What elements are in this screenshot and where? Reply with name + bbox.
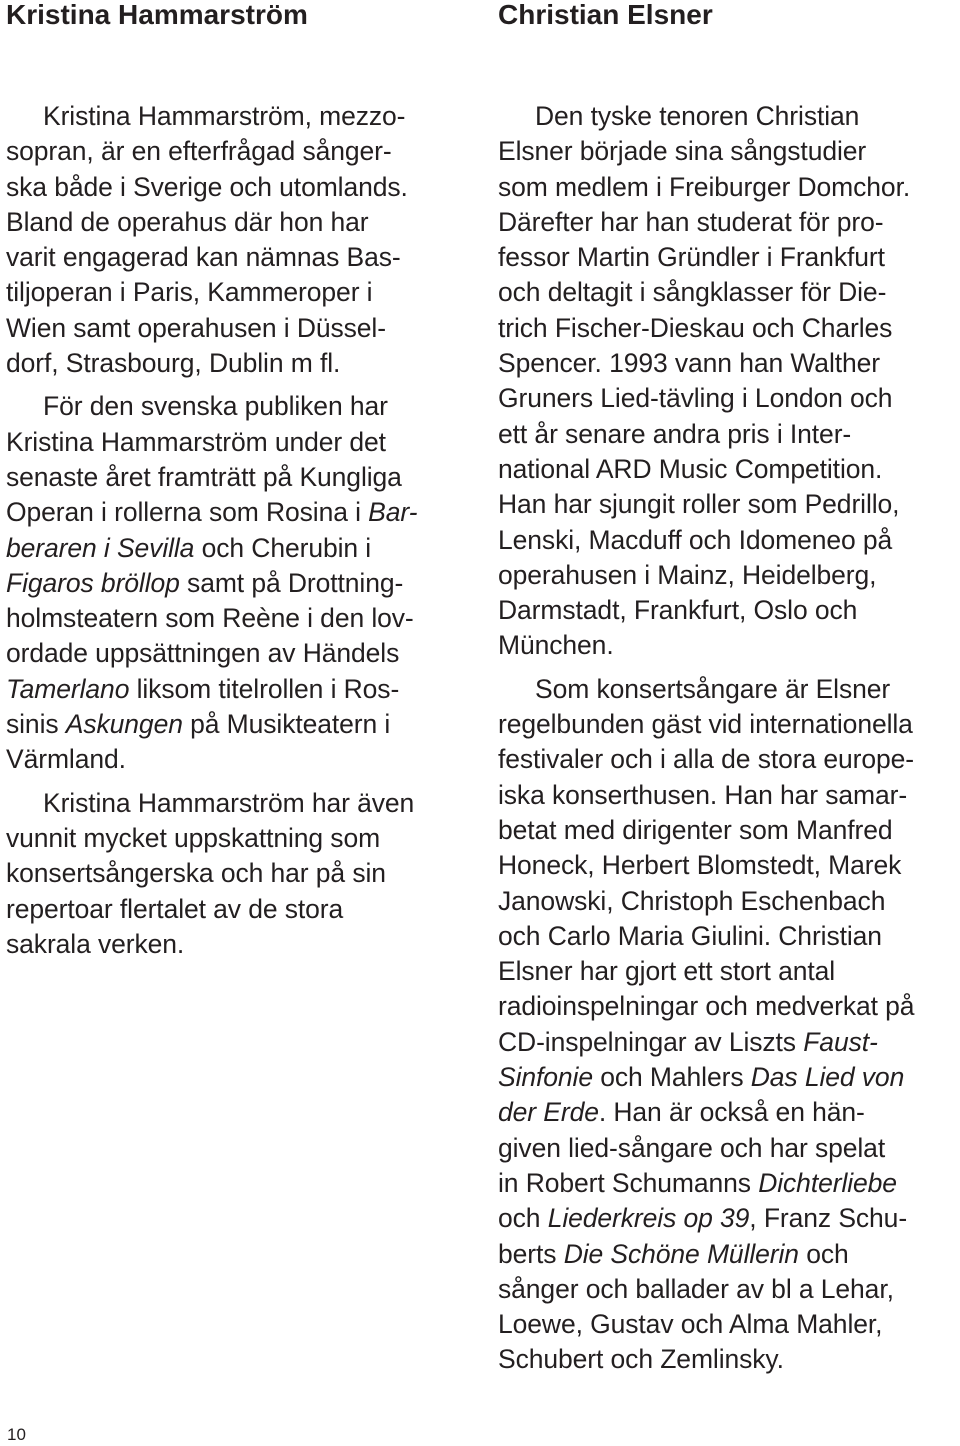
text-line: Kristina Hammarström har även: [43, 787, 415, 818]
text-run: , Franz Schu-: [749, 1203, 908, 1234]
text-line: Darmstadt, Frankfurt, Oslo och: [498, 595, 858, 626]
text-line: konsertsångerska och har på sin: [6, 858, 386, 889]
text-line: Kristina Hammarström, mezzo-: [43, 101, 406, 131]
text-line: Därefter har han studerat för pro-: [498, 206, 884, 237]
text-line: national ARD Music Competition.: [498, 453, 883, 484]
text-line: holmsteatern som Reène i den lov-: [6, 603, 414, 634]
work-title: Dichterliebe: [758, 1167, 897, 1198]
text-run: sinis: [6, 709, 66, 740]
work-title: Liederkreis op 39: [547, 1203, 750, 1234]
text-run: och Cherubin i: [194, 532, 372, 563]
right-column: [498, 0, 956, 30]
work-title: Das Lied von: [750, 1062, 905, 1093]
text-line: Loewe, Gustav och Alma Mahler,: [498, 1309, 883, 1340]
text-line: vunnit mycket uppskattning som: [6, 822, 381, 853]
text-line: [6, 672, 458, 707]
text-line: Den tyske tenoren Christian: [535, 101, 860, 131]
text-line: sopran, är en efterfrågad sånger-: [6, 136, 392, 167]
text-line: tiljoperan i Paris, Kammeroper i: [6, 277, 373, 308]
work-title: Sinfonie: [498, 1062, 593, 1093]
text-line: [498, 1201, 956, 1236]
text-line: Honeck, Herbert Blomstedt, Marek: [498, 850, 902, 881]
page-number: 10: [7, 1425, 26, 1444]
work-title: der Erde: [498, 1097, 599, 1128]
text-line: som medlem i Freiburger Domchor.: [498, 171, 911, 202]
text-run: på Musikteatern i: [182, 709, 391, 740]
text-line: [498, 1166, 956, 1201]
text-line: ska både i Sverige och utomlands.: [6, 171, 408, 202]
text-line: och Carlo Maria Giulini. Christian: [498, 920, 882, 951]
text-line: Wien samt operahusen i Düssel-: [6, 312, 386, 343]
text-line: operahusen i Mainz, Heidelberg,: [498, 559, 877, 590]
text-run: liksom titelrollen i Ros-: [129, 673, 400, 704]
right-biography: [498, 99, 956, 1378]
text-line: ordade uppsättningen av Händels: [6, 638, 400, 669]
text-run: CD-inspelningar av Liszts: [498, 1026, 804, 1057]
text-line: varit engagerad kan nämnas Bas-: [6, 242, 401, 273]
opera-title: Tamerlano: [6, 673, 130, 704]
text-line: och deltagit i sångklasser för Die-: [498, 277, 887, 308]
text-run: och Mahlers: [592, 1062, 751, 1093]
text-line: Elsner började sina sångstudier: [498, 136, 867, 167]
opera-title: beraren i Sevilla: [6, 532, 195, 563]
text-line: sakrala verken.: [6, 928, 185, 959]
text-line: Lenski, Macduff och Idomeneo på: [498, 524, 893, 555]
text-line: fessor Martin Gründler i Frankfurt: [498, 242, 885, 273]
text-line: Spencer. 1993 vann han Walther: [498, 348, 881, 379]
text-line: Schubert och Zemlinsky.: [498, 1344, 784, 1375]
left-heading: Kristina Hammarström: [6, 0, 308, 30]
text-line: ett år senare andra pris i Inter-: [498, 418, 852, 449]
text-run: och: [498, 1203, 548, 1234]
text-line: [6, 707, 458, 742]
text-line: trich Fischer-Dieskau och Charles: [498, 312, 893, 343]
opera-title: Figaros bröllop: [6, 567, 180, 598]
text-line: [498, 1095, 956, 1130]
right-heading: Christian Elsner: [498, 0, 713, 30]
text-line: radioinspelningar och medverkat på: [498, 991, 915, 1022]
text-line: senaste året framträtt på Kungliga: [6, 461, 402, 492]
text-line: Som konsertsångare är Elsner: [535, 673, 891, 704]
left-biography: [6, 99, 458, 962]
text-line: [498, 1060, 956, 1095]
text-line: [6, 495, 458, 530]
text-line: Janowski, Christoph Eschenbach: [498, 885, 886, 916]
text-line: iska konserthusen. Han har samar-: [498, 779, 908, 810]
text-line: Bland de operahus där hon har: [6, 206, 369, 237]
work-title: Die Schöne Müllerin: [563, 1238, 799, 1269]
text-run: in Robert Schumanns: [498, 1167, 759, 1198]
opera-title: Askungen: [65, 709, 183, 740]
text-line: [6, 531, 458, 566]
text-line: festivaler och i alla de stora europe-: [498, 744, 915, 775]
text-line: Kristina Hammarström under det: [6, 426, 386, 457]
text-line: München.: [498, 630, 614, 661]
text-run: samt på Drottning-: [179, 567, 404, 598]
text-run: berts: [498, 1238, 564, 1269]
text-line: betat med dirigenter som Manfred: [498, 814, 893, 845]
text-line: given lied-sångare och har spelat: [498, 1132, 886, 1163]
opera-title: Bar-: [368, 497, 418, 528]
text-line: [498, 1237, 956, 1272]
text-line: För den svenska publiken har: [43, 391, 388, 422]
text-line: Han har sjungit roller som Pedrillo,: [498, 489, 900, 520]
text-line: Värmland.: [6, 744, 126, 775]
text-line: regelbunden gäst vid internationella: [498, 709, 913, 740]
text-line: sånger och ballader av bl a Lehar,: [498, 1273, 894, 1304]
text-line: [498, 1025, 956, 1060]
text-line: Gruners Lied-tävling i London och: [498, 383, 893, 414]
text-run: och: [798, 1238, 849, 1269]
text-run: . Han är också en hän-: [598, 1097, 865, 1128]
text-run: Operan i rollerna som Rosina i: [6, 497, 369, 528]
text-line: Elsner har gjort ett stort antal: [498, 956, 836, 987]
left-column: [6, 0, 458, 30]
text-line: [6, 566, 458, 601]
text-line: dorf, Strasbourg, Dublin m fl.: [6, 348, 341, 379]
text-line: repertoar flertalet av de stora: [6, 893, 344, 924]
work-title: Faust-: [803, 1026, 878, 1057]
